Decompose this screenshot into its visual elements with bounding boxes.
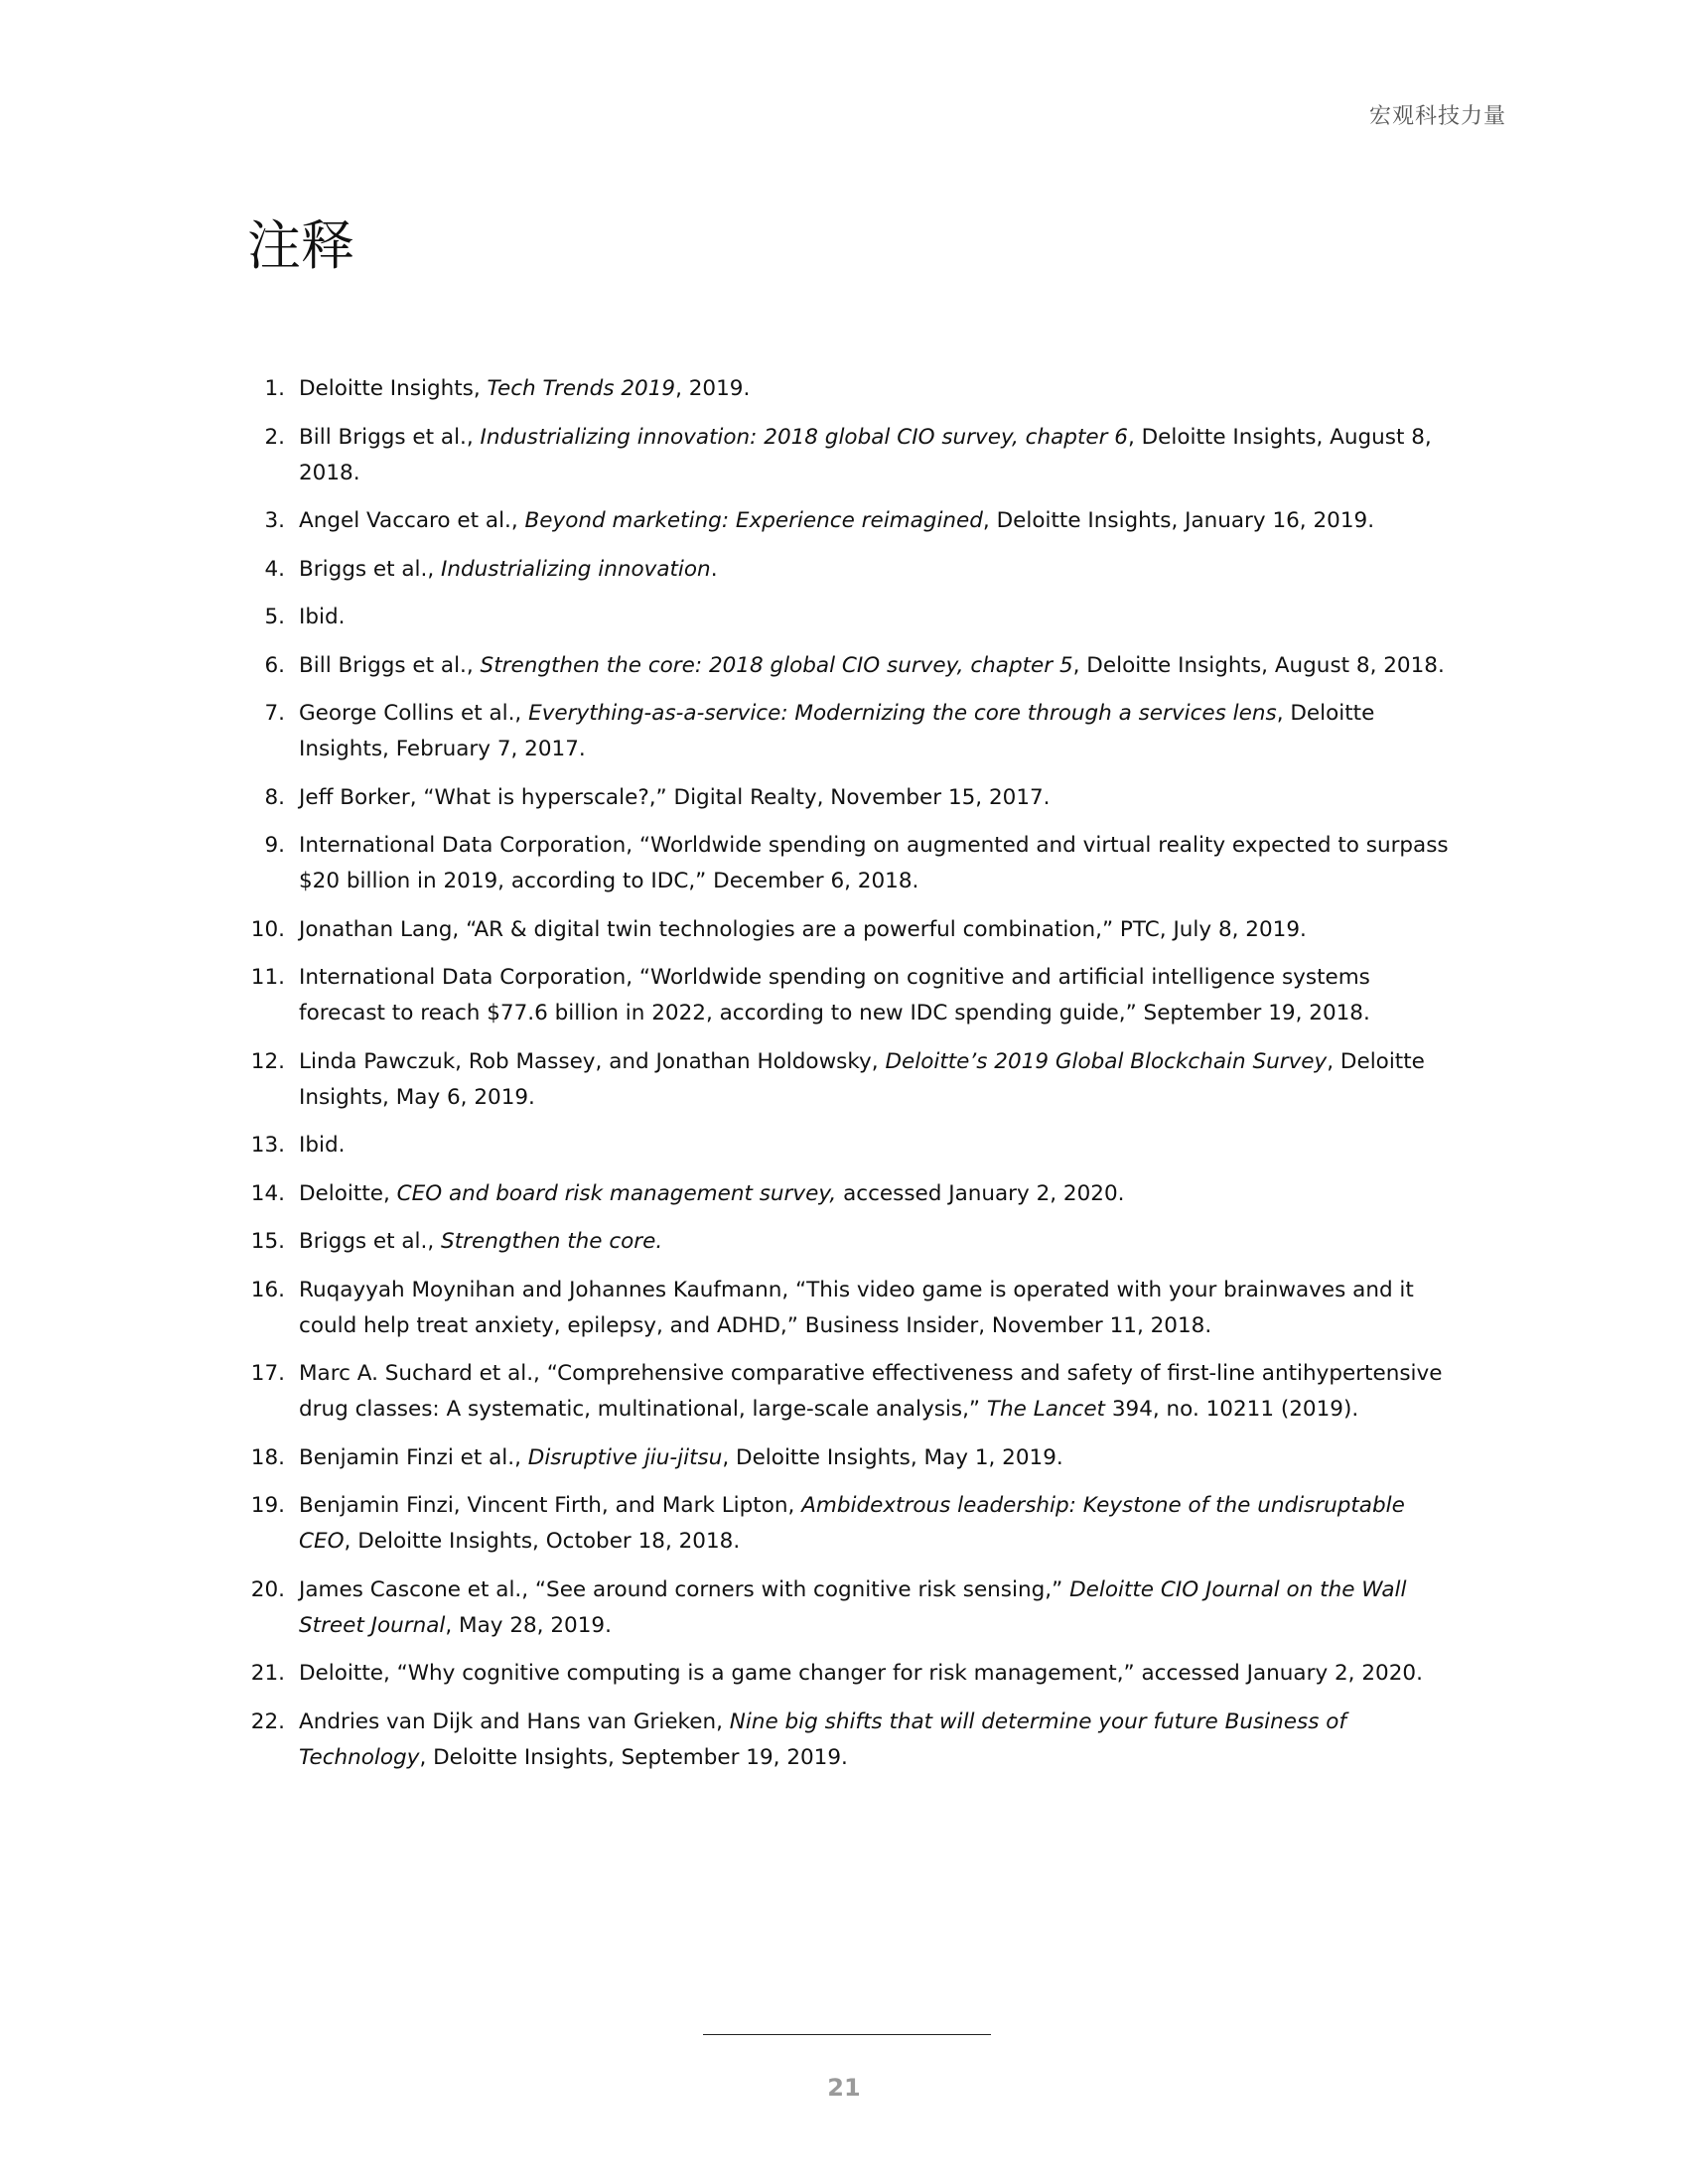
endnote-item: [247, 1128, 1449, 1163]
endnote-title-italic: Deloitte CIO Journal on the Wall Street Journal: [299, 1576, 1407, 1638]
endnote-item: [247, 1356, 1449, 1428]
endnote-text-segment: , Deloitte Insights, May 6, 2019.: [299, 1048, 1425, 1110]
footer-divider: [703, 2034, 991, 2035]
endnote-text: [299, 1661, 1423, 1686]
endnote-text-segment: Benjamin Finzi et al.,: [299, 1444, 528, 1470]
endnote-text: [299, 1278, 1414, 1338]
endnote-text-segment: Briggs et al.,: [299, 1229, 442, 1254]
endnote-text: [299, 508, 1374, 533]
endnote-item: [247, 780, 1449, 816]
endnote-text-segment: , Deloitte Insights, January 16, 2019.: [982, 508, 1375, 533]
endnote-text: [299, 785, 1051, 810]
endnote-item: [247, 1572, 1449, 1644]
endnote-text-segment: Ruqayyah Moynihan and Johannes Kaufmann, “This video game is operated with your brainwaves and it could help treat anxiety, epilepsy, and ADHD,” Business Insider, November 11, 2018.: [299, 1277, 1414, 1338]
endnote-item: [247, 420, 1449, 491]
endnote-title-italic: Beyond marketing: Experience reimagined: [524, 508, 983, 533]
endnote-text-segment: Deloitte, “Why cognitive computing is a game changer for risk management,” accessed January 2, 2020.: [299, 1661, 1423, 1686]
endnotes-list: [247, 371, 1449, 1788]
endnote-text-segment: Deloitte Insights,: [299, 376, 488, 401]
endnote-number: 2.: [264, 424, 285, 450]
endnote-text: [299, 376, 750, 401]
endnote-title-italic: Deloitte’s 2019 Global Blockchain Survey: [885, 1048, 1328, 1074]
endnote-number: 21.: [250, 1661, 285, 1686]
endnote-number: 22.: [250, 1708, 285, 1734]
endnote-item: [247, 1273, 1449, 1344]
endnote-text-segment: International Data Corporation, “Worldwide spending on augmented and virtual reality expected to surpass $20 billion in 2019, according to IDC,” December 6, 2018.: [299, 833, 1449, 893]
endnote-number: 11.: [250, 965, 285, 990]
endnote-item: [247, 1044, 1449, 1116]
endnote-text-segment: George Collins et al.,: [299, 701, 529, 726]
endnote-text: [299, 1493, 1405, 1554]
endnote-title-italic: Tech Trends 2019: [487, 376, 676, 401]
endnote-number: 5.: [264, 605, 285, 629]
endnote-text-segment: Jonathan Lang, “AR & digital twin technologies are a powerful combination,” PTC, July 8, 2019.: [299, 916, 1307, 942]
endnote-text: [299, 605, 345, 629]
endnote-text-segment: Briggs et al.,: [299, 556, 442, 582]
endnote-number: 19.: [250, 1493, 285, 1518]
endnote-text-segment: International Data Corporation, “Worldwide spending on cognitive and artificial intelligence systems forecast to reach $77.6 billion in 2022, according to new IDC spending guide,” September 19, 2018.: [299, 965, 1370, 1025]
endnote-text: [299, 1577, 1407, 1638]
endnote-title-italic: The Lancet: [986, 1397, 1105, 1422]
endnote-number: 7.: [264, 701, 285, 726]
endnote-title-italic: Disruptive jiu-jitsu: [527, 1444, 723, 1470]
endnote-text-segment: Marc A. Suchard et al., “Comprehensive comparative effectiveness and safety of first-line antihypertensive drug classes: A systematic, multinational, large-scale analysis,”: [299, 1361, 1443, 1422]
endnote-title-italic: CEO and board risk management survey,: [396, 1180, 837, 1206]
endnote-item: [247, 912, 1449, 948]
endnote-text-segment: , Deloitte Insights, May 1, 2019.: [722, 1444, 1063, 1470]
page-title: 注释: [247, 214, 354, 277]
endnote-title-italic: Strengthen the core: 2018 global CIO survey, chapter 5: [480, 652, 1073, 678]
endnote-text-segment: James Cascone et al., “See around corners with cognitive risk sensing,”: [299, 1576, 1070, 1602]
endnote-item: [247, 696, 1449, 767]
endnote-text-segment: Deloitte,: [299, 1180, 397, 1206]
endnote-text: [299, 557, 718, 582]
endnote-text-segment: Angel Vaccaro et al.,: [299, 508, 525, 533]
endnote-text-segment: Andries van Dijk and Hans van Grieken,: [299, 1708, 730, 1734]
endnote-title-italic: Industrializing innovation: [441, 556, 711, 582]
endnote-text-segment: Linda Pawczuk, Rob Massey, and Jonathan Holdowsky,: [299, 1048, 886, 1074]
endnote-item: [247, 1176, 1449, 1212]
endnote-number: 13.: [250, 1133, 285, 1158]
endnote-text: [299, 1229, 662, 1254]
endnote-number: 16.: [250, 1277, 285, 1302]
endnote-text-segment: 394, no. 10211 (2019).: [1105, 1397, 1359, 1422]
endnote-number: 17.: [250, 1361, 285, 1386]
running-header: 宏观科技力量: [1368, 104, 1506, 129]
endnote-text-segment: Ibid.: [299, 605, 346, 629]
endnote-number: 4.: [264, 556, 285, 582]
page-number: 21: [827, 2074, 861, 2102]
endnote-number: 9.: [264, 833, 285, 858]
endnote-number: 6.: [264, 652, 285, 678]
endnote-text-segment: , May 28, 2019.: [445, 1612, 612, 1638]
endnote-text: [299, 1049, 1425, 1110]
endnote-item: [247, 960, 1449, 1031]
endnote-item: [247, 648, 1449, 684]
endnote-item: [247, 552, 1449, 588]
endnote-text: [299, 1181, 1124, 1206]
endnote-text: [299, 965, 1370, 1025]
endnote-text-segment: Ibid.: [299, 1133, 346, 1158]
endnote-text-segment: , 2019.: [675, 376, 751, 401]
endnote-number: 20.: [250, 1576, 285, 1602]
endnote-item: [247, 1656, 1449, 1692]
endnote-text-segment: .: [710, 556, 718, 582]
endnote-title-italic: Everything-as-a-service: Modernizing the core through a services lens: [528, 701, 1277, 726]
endnote-text-segment: , Deloitte Insights, August 8, 2018.: [1072, 652, 1445, 678]
endnote-number: 12.: [250, 1048, 285, 1074]
endnote-number: 1.: [264, 376, 285, 401]
endnote-text-segment: Bill Briggs et al.,: [299, 652, 481, 678]
endnote-text-segment: , Deloitte Insights, August 8, 2018.: [299, 424, 1432, 485]
endnote-item: [247, 600, 1449, 635]
endnote-item: [247, 1440, 1449, 1476]
endnote-number: 3.: [264, 508, 285, 533]
endnote-number: 18.: [250, 1444, 285, 1470]
endnote-text-segment: , Deloitte Insights, February 7, 2017.: [299, 701, 1375, 761]
endnote-text: [299, 917, 1307, 942]
endnote-number: 8.: [264, 784, 285, 810]
endnote-item: [247, 1224, 1449, 1260]
endnote-text: [299, 1361, 1442, 1422]
endnote-text: [299, 1709, 1346, 1770]
endnote-text-segment: Benjamin Finzi, Vincent Firth, and Mark Lipton,: [299, 1493, 802, 1518]
endnote-title-italic: Nine big shifts that will determine your future Business of Technology: [299, 1708, 1346, 1770]
endnote-text: [299, 1445, 1063, 1470]
endnote-text: [299, 1133, 345, 1158]
endnote-text-segment: accessed January 2, 2020.: [836, 1180, 1125, 1206]
endnote-text-segment: Jeff Borker, “What is hyperscale?,” Digital Realty, November 15, 2017.: [299, 784, 1051, 810]
endnote-number: 14.: [250, 1180, 285, 1206]
endnote-title-italic: Ambidextrous leadership: Keystone of the undisruptable CEO: [299, 1493, 1405, 1554]
endnote-item: [247, 828, 1449, 899]
endnote-text: [299, 425, 1432, 485]
endnote-item: [247, 1488, 1449, 1560]
endnote-text: [299, 701, 1374, 761]
endnote-text-segment: , Deloitte Insights, October 18, 2018.: [344, 1529, 741, 1554]
endnote-item: [247, 1705, 1449, 1776]
endnote-title-italic: Strengthen the core.: [441, 1229, 663, 1254]
endnote-number: 10.: [250, 916, 285, 942]
endnote-title-italic: Industrializing innovation: 2018 global CIO survey, chapter 6: [480, 424, 1128, 450]
endnote-text-segment: Bill Briggs et al.,: [299, 424, 481, 450]
endnote-item: [247, 371, 1449, 407]
endnote-text-segment: , Deloitte Insights, September 19, 2019.: [419, 1744, 848, 1770]
endnote-text: [299, 653, 1445, 678]
endnote-item: [247, 503, 1449, 539]
endnote-text: [299, 833, 1449, 893]
endnote-number: 15.: [250, 1229, 285, 1254]
